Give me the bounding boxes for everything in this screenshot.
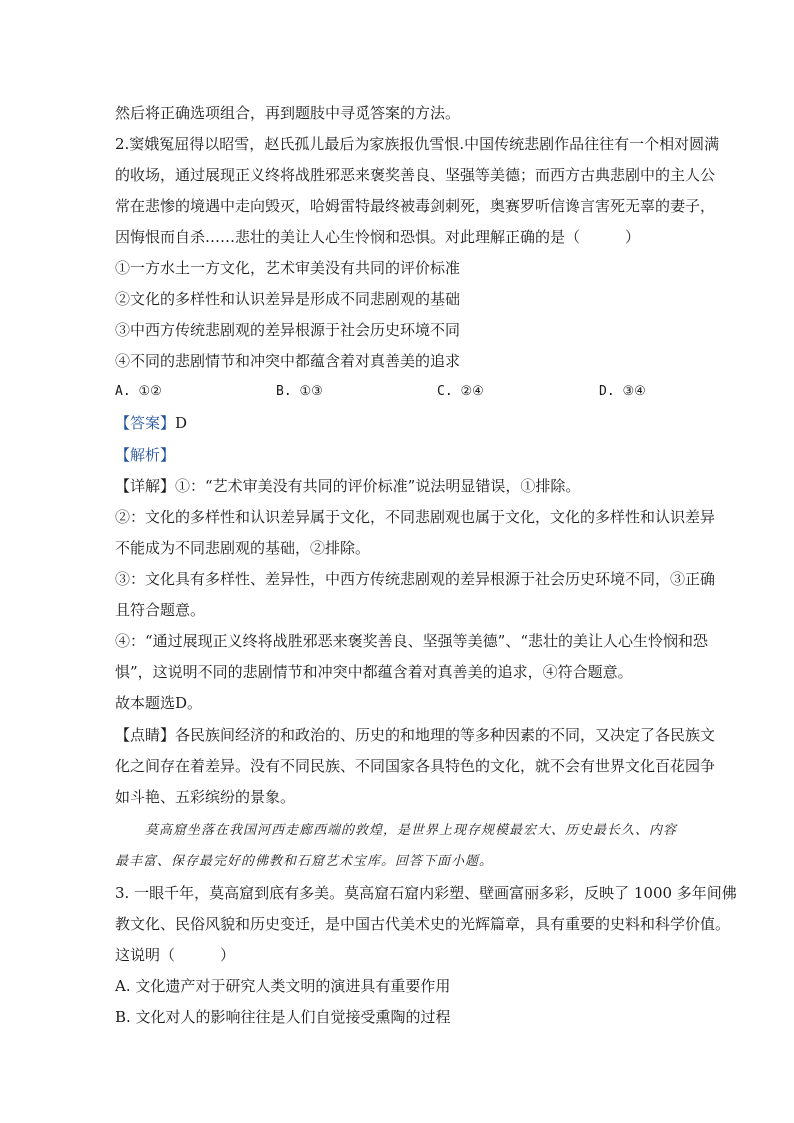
q2-option-c: C. ②④	[437, 384, 484, 399]
detail-text: ①：“艺术审美没有共同的评价标准”说法明显错误，①排除。	[175, 477, 581, 495]
detail-line: 惧”，这说明不同的悲剧情节和冲突中都蕴含着对真善美的追求，④符合题意。	[115, 663, 633, 681]
answer-label: 【答案】	[115, 414, 176, 432]
q2-stem-line: 因悔恨而自杀……悲壮的美让人心生怜悯和恐惧。对此理解正确的是（ ）	[115, 228, 641, 246]
q2-option-a: A. ①②	[115, 384, 162, 399]
analysis-label: 【解析】	[115, 446, 176, 464]
detail-label: 【详解】	[115, 477, 176, 495]
tip-text: 各民族间经济的和政治的、历史的和地理的等多种因素的不同，又决定了各民族文	[175, 726, 716, 744]
q3-option-a: A. 文化遗产对于研究人类文明的演进具有重要作用	[115, 977, 451, 995]
passage-line: 最丰富、保存最完好的佛教和石窟艺术宝库。回答下面小题。	[115, 854, 494, 869]
tip-line	[115, 725, 715, 745]
q2-option-d: D. ③④	[599, 384, 646, 399]
detail-line: ②：文化的多样性和认识差异属于文化，不同悲剧观也属于文化，文化的多样性和认识差异	[115, 508, 716, 526]
detail-line	[115, 476, 580, 496]
tip-line: 化之间存在着差异。没有不同民族、不同国家各具特色的文化，就不会有世界文化百花园争	[115, 757, 716, 775]
detail-line: ④：“通过展现正义终将战胜邪恶来褒奖善良、坚强等美德”、“悲壮的美让人心生怜悯和恐	[115, 632, 709, 650]
conclusion-line: 故本题选D。	[115, 694, 203, 712]
q3-stem-line: 3. 一眼千年，莫高窟到底有多美。莫高窟石窟内彩塑、壁画富丽多彩，反映了 1000 多年间佛	[115, 884, 737, 902]
q2-statement: ①一方水土一方文化，艺术审美没有共同的评价标准	[115, 259, 461, 277]
q2-statement: ②文化的多样性和认识差异是形成不同悲剧观的基础	[115, 290, 461, 308]
q2-statement: ④不同的悲剧情节和冲突中都蕴含着对真善美的追求	[115, 352, 461, 370]
detail-line: ③：文化具有多样性、差异性，中西方传统悲剧观的差异根源于社会历史环境不同，③正确	[115, 570, 716, 588]
q2-stem-line: 常在悲惨的境遇中走向毁灭，哈姆雷特最终被毒剑刺死，奥赛罗听信谗言害死无辜的妻子，	[115, 197, 716, 215]
q2-option-b: B. ①③	[276, 384, 323, 399]
q2-intro: 然后将正确选项组合，再到题肢中寻觅答案的方法。	[115, 104, 461, 122]
detail-line: 不能成为不同悲剧观的基础，②排除。	[115, 539, 371, 557]
tip-label: 【点睛】	[115, 726, 176, 744]
tip-line: 如斗艳、五彩缤纷的景象。	[115, 788, 296, 806]
q3-stem-line: 教文化、民俗风貌和历史变迁，是中国古代美术史的光辉篇章，具有重要的史料和科学价值。	[115, 915, 731, 933]
passage-line: 莫高窟坐落在我国河西走廊西端的敦煌，是世界上现存规模最宏大、历史最长久、内容	[145, 823, 678, 838]
q2-stem-line: 的收场，通过展现正义终将战胜邪恶来褒奖善良、坚强等美德；而西方古典悲剧中的主人公	[115, 166, 716, 184]
answer-value: D	[175, 414, 188, 432]
q3-option-b: B. 文化对人的影响往往是人们自觉接受熏陶的过程	[115, 1008, 451, 1026]
q2-statement: ③中西方传统悲剧观的差异根源于社会历史环境不同	[115, 321, 461, 339]
detail-line: 且符合题意。	[115, 601, 206, 619]
q2-stem-line: 2.窦娥冤屈得以昭雪，赵氏孤儿最后为家族报仇雪恨.中国传统悲剧作品往往有一个相对圆满	[115, 135, 720, 153]
q2-answer	[115, 413, 187, 433]
q3-stem-line: 这说明（ ）	[115, 946, 236, 964]
